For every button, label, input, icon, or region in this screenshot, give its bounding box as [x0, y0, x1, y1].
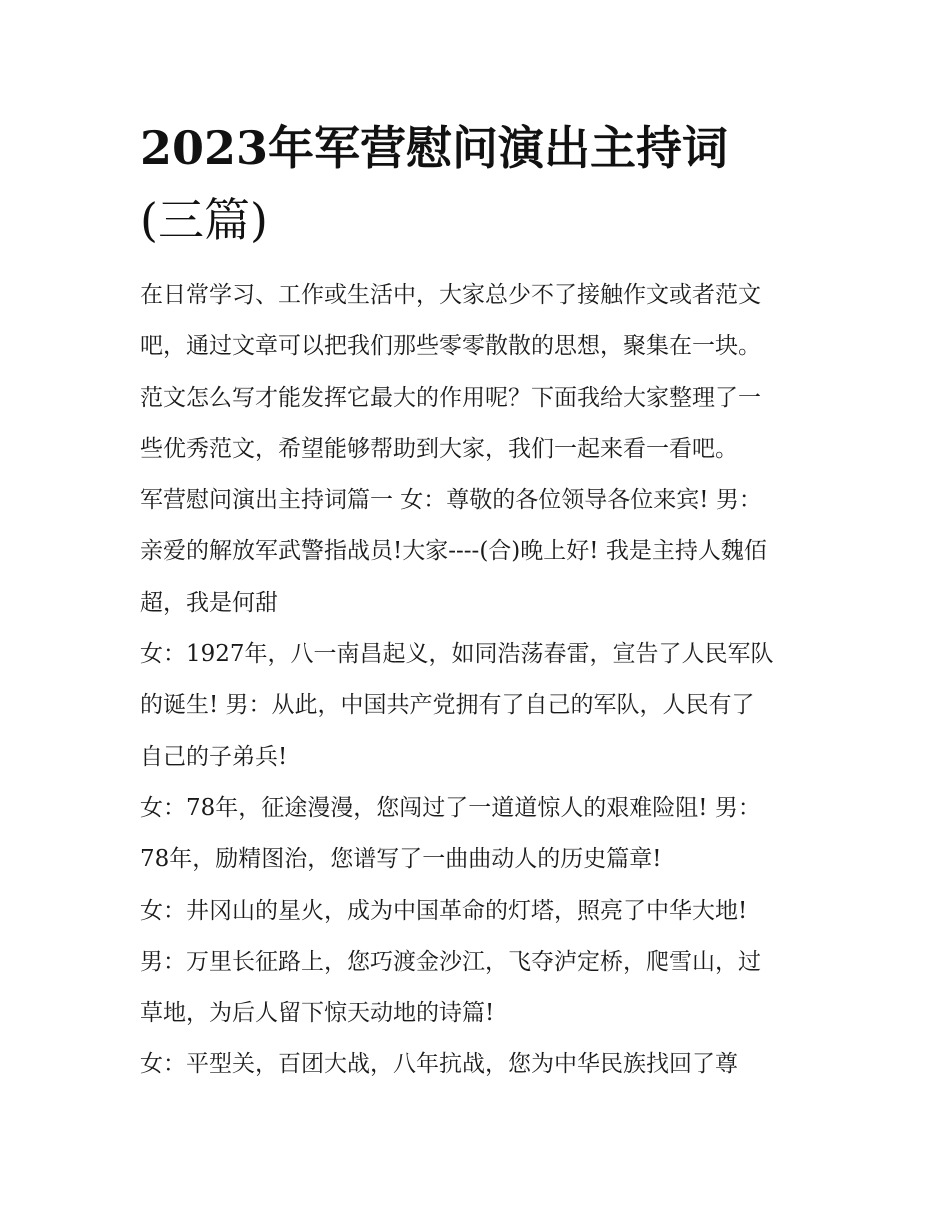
text-line: 草地，为后人留下惊天动地的诗篇! — [140, 1000, 495, 1027]
text-line: 亲爱的解放军武警指战员!大家----(合)晚上好! 我是主持人魏佰 — [140, 538, 767, 565]
text-line: 在日常学习、工作或生活中，大家总少不了接触作文或者范文 — [140, 282, 761, 308]
text-line: 自己的子弟兵! — [140, 743, 288, 770]
text-line: 些优秀范文，希望能够帮助到大家，我们一起来看一看吧。 — [140, 435, 738, 462]
script-paragraph — [140, 783, 820, 886]
script-paragraph — [140, 629, 820, 783]
title-line: 2023年军营慰问演出主持词 — [140, 121, 729, 175]
text-line: 军营慰问演出主持词篇一 女：尊敬的各位领导各位来宾! 男： — [140, 487, 762, 514]
text-line: 女：1927年，八一南昌起义，如同浩荡春雷，宣告了人民军队 — [140, 641, 774, 668]
text-line: 的诞生! 男：从此，中国共产党拥有了自己的军队，人民有了 — [140, 692, 755, 719]
text-line: 吧，通过文章可以把我们那些零零散散的思想，聚集在一块。 — [140, 333, 761, 360]
text-line: 女：平型关，百团大战，八年抗战，您为中华民族找回了尊 — [140, 1051, 738, 1078]
script-paragraph — [140, 886, 820, 937]
text-line: 男：万里长征路上，您巧渡金沙江，飞夺泸定桥，爬雪山，过 — [140, 948, 761, 975]
script-paragraph — [140, 1039, 820, 1090]
document-content — [140, 112, 820, 1091]
text-line: 超，我是何甜 — [140, 589, 278, 616]
script-paragraph — [140, 475, 820, 629]
document-title — [140, 112, 820, 256]
script-paragraph — [140, 937, 820, 1040]
text-line: 范文怎么写才能发挥它最大的作用呢？下面我给大家整理了一 — [140, 384, 761, 411]
text-line: 女：78年，征途漫漫，您闯过了一道道惊人的艰难险阻! 男： — [140, 794, 761, 821]
text-line: 女：井冈山的星火，成为中国革命的灯塔，照亮了中华大地! — [140, 897, 748, 924]
intro-paragraph — [140, 270, 820, 475]
document-body — [140, 270, 820, 1091]
title-subtitle-line: (三篇) — [140, 193, 268, 247]
text-line: 78年，励精图治，您谱写了一曲曲动人的历史篇章! — [140, 846, 662, 873]
